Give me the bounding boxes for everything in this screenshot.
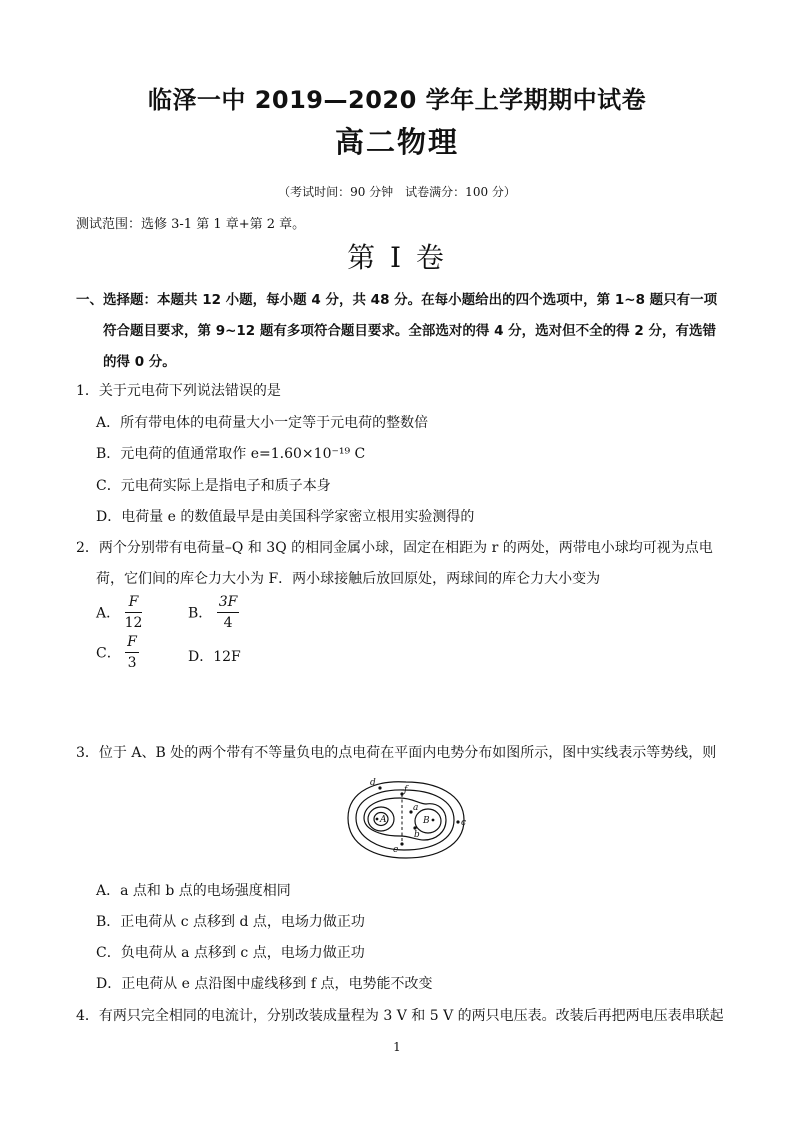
label-e: e — [393, 845, 399, 855]
fraction-a-numerator: F — [125, 594, 143, 613]
exam-info: （考试时间：90 分钟 试卷满分：100 分） — [278, 185, 516, 199]
question-1-stem: 1．关于元电荷下列说法错误的是 — [76, 383, 281, 399]
question-2-stem-line2: 荷，它们间的库仑力大小为 F．两小球接触后放回原处，两球间的库仑力大小变为 — [96, 571, 601, 587]
question-2-stem-line1: 2．两个分别带有电荷量–Q 和 3Q 的相同金属小球，固定在相距为 r 的两处，两带电小球均可视为点电 — [76, 540, 713, 556]
label-c: c — [461, 818, 467, 828]
charge-b-dot — [432, 819, 435, 822]
option-c-label: C． — [96, 645, 121, 662]
fraction-a-denominator: 12 — [124, 615, 143, 631]
fraction-b-numerator: 3F — [217, 594, 240, 613]
section-instructions-line2: 符合题目要求，第 9~12 题有多项符合题目要求。全部选对的得 4 分，选对但不全的得 2 分，有选错 — [103, 323, 716, 339]
test-scope: 测试范围：选修 3-1 第 1 章+第 2 章。 — [76, 217, 306, 232]
question-2-option-a — [96, 594, 142, 631]
fraction-a — [125, 594, 143, 631]
question-2-option-d: D．12F — [188, 649, 241, 665]
point-c — [456, 820, 459, 823]
point-d — [378, 786, 381, 789]
label-b: b — [414, 830, 420, 840]
question-4-stem: 4．有两只完全相同的电流计，分别改装成量程为 3 V 和 5 V 的两只电压表。改装后再把两电压表串联起 — [76, 1008, 724, 1024]
fraction-c-denominator: 3 — [127, 655, 137, 671]
question-3-option-c: C．负电荷从 a 点移到 c 点，电场力做正功 — [96, 945, 365, 961]
label-d: d — [370, 778, 376, 788]
question-1-option-c: C．元电荷实际上是指电子和质子本身 — [96, 478, 331, 494]
section-instructions-line1: 一、选择题：本题共 12 小题，每小题 4 分，共 48 分。在每小题给出的四个选项中，第 1~8 题只有一项 — [76, 292, 718, 308]
volume-heading: 第 I 卷 — [347, 241, 447, 274]
question-1-option-a: A．所有带电体的电荷量大小一定等于元电荷的整数倍 — [96, 415, 429, 431]
label-a: a — [413, 803, 419, 813]
question-1-option-b: B．元电荷的值通常取作 e=1.60×10⁻¹⁹ C — [96, 446, 366, 462]
question-3-option-a: A．a 点和 b 点的电场强度相同 — [96, 883, 291, 899]
page-number: 1 — [393, 1040, 401, 1054]
option-a-label: A． — [96, 605, 121, 622]
question-3-stem: 3．位于 A、B 处的两个带有不等量负电的点电荷在平面内电势分布如图所示，图中实线表示等势线，则 — [76, 745, 717, 761]
question-3-option-d: D．正电荷从 e 点沿图中虚线移到 f 点，电势能不改变 — [96, 976, 433, 992]
label-charge-b: B — [423, 816, 430, 826]
label-charge-a: A — [380, 815, 387, 825]
section-instructions-line3: 的得 0 分。 — [103, 354, 176, 370]
fraction-c-numerator: F — [125, 634, 139, 653]
label-f: f — [404, 785, 408, 795]
equipotential-figure — [340, 772, 472, 864]
option-b-label: B． — [188, 605, 213, 622]
point-e — [400, 842, 403, 845]
charge-a-dot — [376, 818, 379, 821]
fraction-c — [125, 634, 139, 671]
exam-title: 临泽一中 2019—2020 学年上学期期中试卷 — [147, 86, 647, 114]
fraction-b-denominator: 4 — [223, 615, 233, 631]
question-3-option-b: B．正电荷从 c 点移到 d 点，电场力做正功 — [96, 914, 365, 930]
fraction-b — [217, 594, 240, 631]
question-1-option-d: D．电荷量 e 的数值最早是由美国科学家密立根用实验测得的 — [96, 509, 475, 525]
question-2-option-b — [188, 594, 239, 631]
question-2-option-c — [96, 634, 139, 671]
subject-title: 高二物理 — [334, 125, 459, 159]
